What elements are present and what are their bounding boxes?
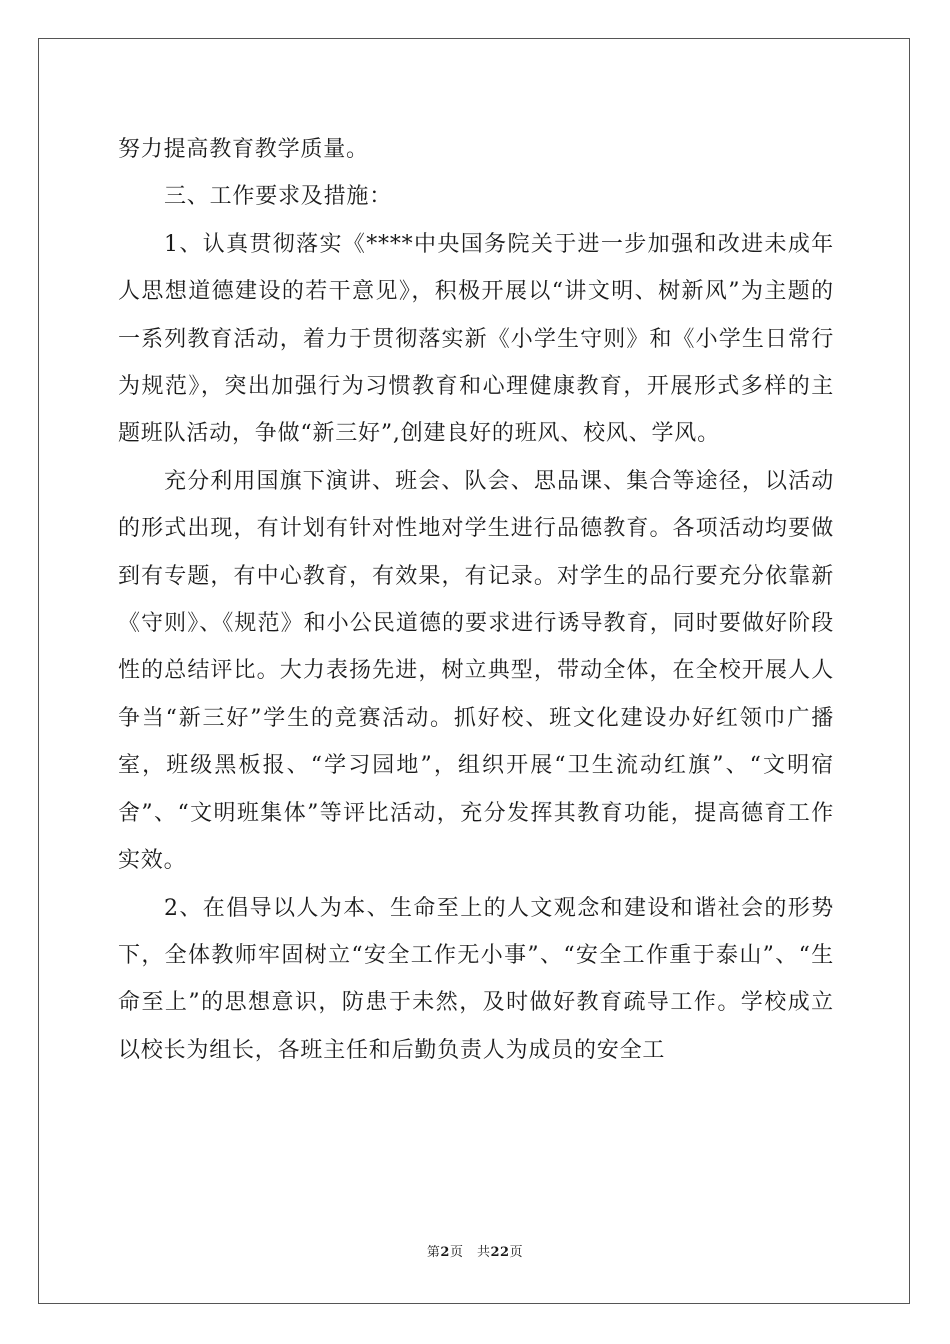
total-page-number: 22: [490, 1245, 510, 1260]
document-body: [118, 126, 834, 1074]
footer-suffix: 页: [509, 1245, 524, 1260]
page-footer: [0, 1245, 950, 1261]
paragraph-1: 努力提高教育教学质量。: [118, 137, 369, 162]
footer-prefix: 第: [426, 1245, 441, 1260]
paragraph-5: 2、在倡导以人为本、生命至上的人文观念和建设和谐社会的形势下，全体教师牢固树立“安全工作无小事”、“安全工作重于泰山”、“生命至上”的思想意识，防患于未然，及时做好教育疏导工作。学校成立以校长为组长，各班主任和后勤负责人为成员的安全工: [118, 895, 834, 1063]
paragraph-3: 1、认真贯彻落实《****中央国务院关于进一步加强和改进未成年人思想道德建设的若干意见》，积极开展以“讲文明、树新风”为主题的一系列教育活动，着力于贯彻落实新《小学生守则》和《小学生日常行为规范》，突出加强行为习惯教育和心理健康教育，开展形式多样的主题班队活动，争做“新三好”,创建良好的班风、校风、学风。: [118, 231, 834, 447]
footer-middle: 页 共: [449, 1245, 491, 1260]
current-page-number: 2: [440, 1245, 450, 1260]
paragraph-2-section-heading: 三、工作要求及措施：: [164, 184, 393, 210]
paragraph-4: 充分利用国旗下演讲、班会、队会、思品课、集合等途径，以活动的形式出现，有计划有针对性地对学生进行品德教育。各项活动均要做到有专题，有中心教育，有效果，有记录。对学生的品行要充分依靠新《守则》、《规范》和小公民道德的要求进行诱导教育，同时要做好阶段性的总结评比。大力表扬先进，树立典型，带动全体，在全校开展人人争当“新三好”学生的竞赛活动。抓好校、班文化建设办好红领巾广播室，班级黑板报、“学习园地”，组织开展“卫生流动红旗”、“文明宿舍”、“文明班集体”等评比活动，充分发挥其教育功能，提高德育工作实效。: [118, 468, 834, 874]
